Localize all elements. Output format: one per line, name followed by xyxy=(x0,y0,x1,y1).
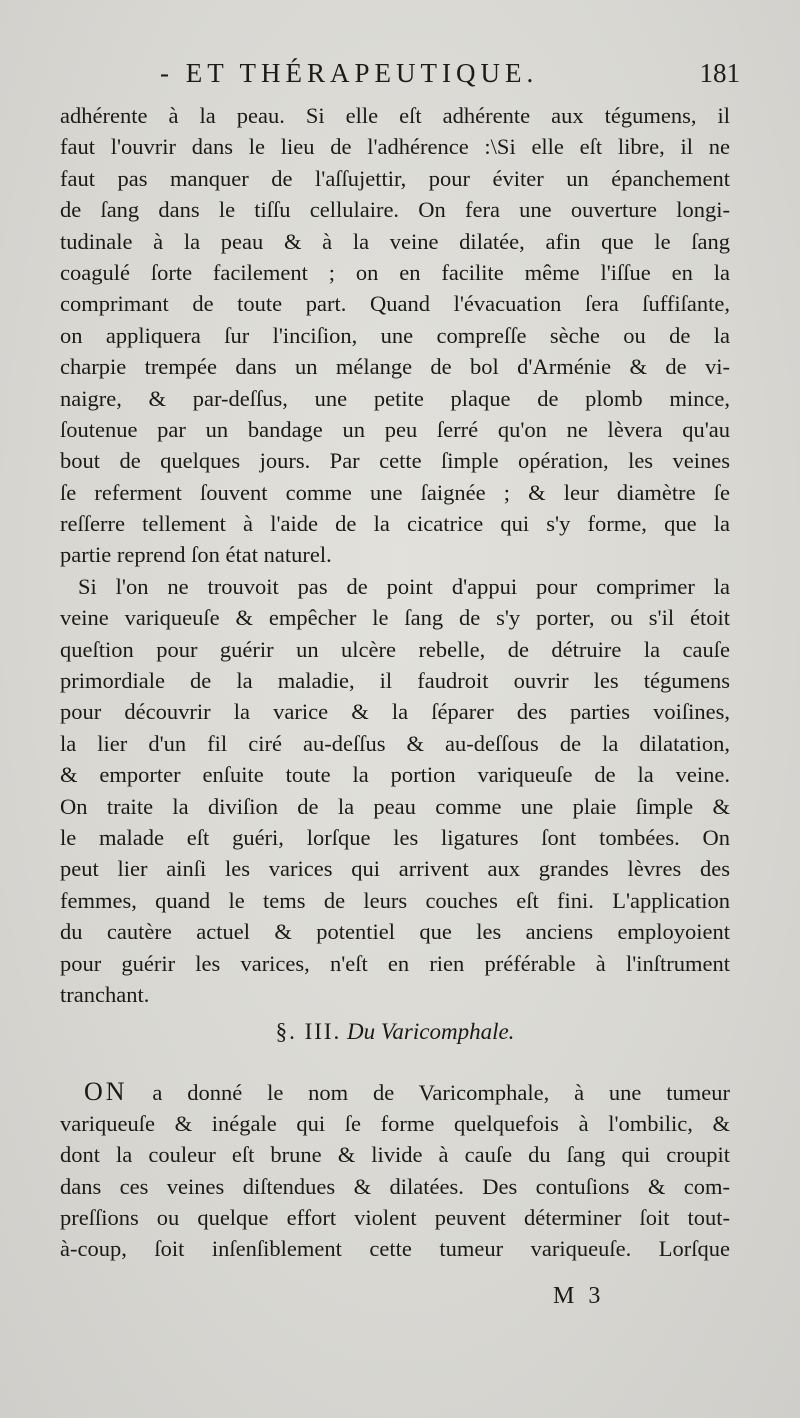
text-line: on appliquera ſur l'inciſion, une compreſſe sèche ou de la xyxy=(60,322,730,348)
text-line: pour découvrir la varice & la ſéparer des parties voiſines, xyxy=(60,699,730,725)
text-line: femmes, quand le tems de leurs couches eſt fini. L'application xyxy=(60,887,730,913)
text-line: le malade eſt guéri, lorſque les ligatures ſont tombées. On xyxy=(60,824,730,850)
text-line: dont la couleur eſt brune & livide à cauſe du ſang qui croupit xyxy=(60,1142,730,1168)
text-line: reſſerre tellement à l'aide de la cicatrice qui s'y forme, que la xyxy=(60,511,730,537)
text-line xyxy=(60,1076,730,1107)
text-line: coagulé ſorte facilement ; on en facilite même l'iſſue en la xyxy=(60,259,730,285)
text-line: queſtion pour guérir un ulcère rebelle, de détruire la cauſe xyxy=(60,636,730,662)
text-line: la lier d'un fil ciré au-deſſus & au-deſſous de la dilatation, xyxy=(60,730,730,756)
text-line: peut lier ainſi les varices qui arrivent aux grandes lèvres des xyxy=(60,856,730,882)
dropcap: ON xyxy=(84,1077,128,1107)
section-number: §. III. xyxy=(275,1019,342,1045)
page-header xyxy=(0,58,800,98)
text-line: preſſions ou quelque effort violent peuvent déterminer ſoit tout- xyxy=(60,1204,730,1230)
paragraph-1 xyxy=(60,100,730,571)
text-line: pour guérir les varices, n'eſt en rien préférable à l'inſtrument xyxy=(60,950,730,976)
page-number: 181 xyxy=(699,58,740,88)
text-line: Si l'on ne trouvoit pas de point d'appui pour comprimer la xyxy=(78,573,730,599)
text-line: de ſang dans le tiſſu cellulaire. On fera une ouverture longi- xyxy=(60,197,730,223)
signature-mark: M 3 xyxy=(553,1283,605,1309)
text-line: tudinale à la peau & à la veine dilatée, afin que le ſang xyxy=(60,228,730,254)
paragraph-2 xyxy=(60,571,730,1010)
body-text xyxy=(60,100,730,1265)
text-line: dans ces veines diſtendues & dilatées. Des contuſions & com- xyxy=(60,1173,730,1199)
text-line: veine variqueuſe & empêcher le ſang de s'y porter, ou s'il étoit xyxy=(60,605,730,631)
text-line: naigre, & par-deſſus, une petite plaque de plomb mince, xyxy=(60,385,730,411)
section-heading xyxy=(60,1016,730,1050)
text-line: primordiale de la maladie, il faudroit ouvrir les tégumens xyxy=(60,668,730,694)
text-line: bout de quelques jours. Par cette ſimple opération, les veines xyxy=(60,448,730,474)
text-line: adhérente à la peau. Si elle eſt adhérente aux tégumens, il xyxy=(60,103,730,128)
text-line: charpie trempée dans un mélange de bol d'Arménie & de vi- xyxy=(60,354,730,380)
text-line: du cautère actuel & potentiel que les anciens employoient xyxy=(60,919,730,945)
text-line: On traite la diviſion de la peau comme une plaie ſimple & xyxy=(60,793,730,819)
text-line: faut l'ouvrir dans le lieu de l'adhérence :\Si elle eſt libre, il ne xyxy=(60,134,730,160)
text-line: ſe referment ſouvent comme une ſaignée ; & leur diamètre ſe xyxy=(60,479,730,505)
spacer xyxy=(60,1050,730,1076)
section-title: Du Varicomphale. xyxy=(347,1019,515,1045)
text-line: partie reprend ſon état naturel. xyxy=(60,542,332,568)
text-line-rest: a donné le nom de Varicomphale, à une tumeur xyxy=(127,1080,730,1106)
text-line: variqueuſe & inégale qui ſe forme quelquefois à l'ombilic, & xyxy=(60,1110,730,1136)
paragraph-3 xyxy=(60,1076,730,1264)
text-line: comprimant de toute part. Quand l'évacuation ſera ſuffiſante, xyxy=(60,291,730,317)
text-line: tranchant. xyxy=(60,981,150,1007)
text-line: à-coup, ſoit inſenſiblement cette tumeur variqueuſe. Lorſque xyxy=(60,1236,730,1262)
text-line: ſoutenue par un bandage un peu ſerré qu'on ne lèvera qu'au xyxy=(60,416,730,442)
text-line: faut pas manquer de l'aſſujettir, pour éviter un épanchement xyxy=(60,165,730,191)
running-title: - ET THÉRAPEUTIQUE. xyxy=(160,58,539,88)
text-line: & emporter enſuite toute la portion variqueuſe de la veine. xyxy=(60,762,730,788)
